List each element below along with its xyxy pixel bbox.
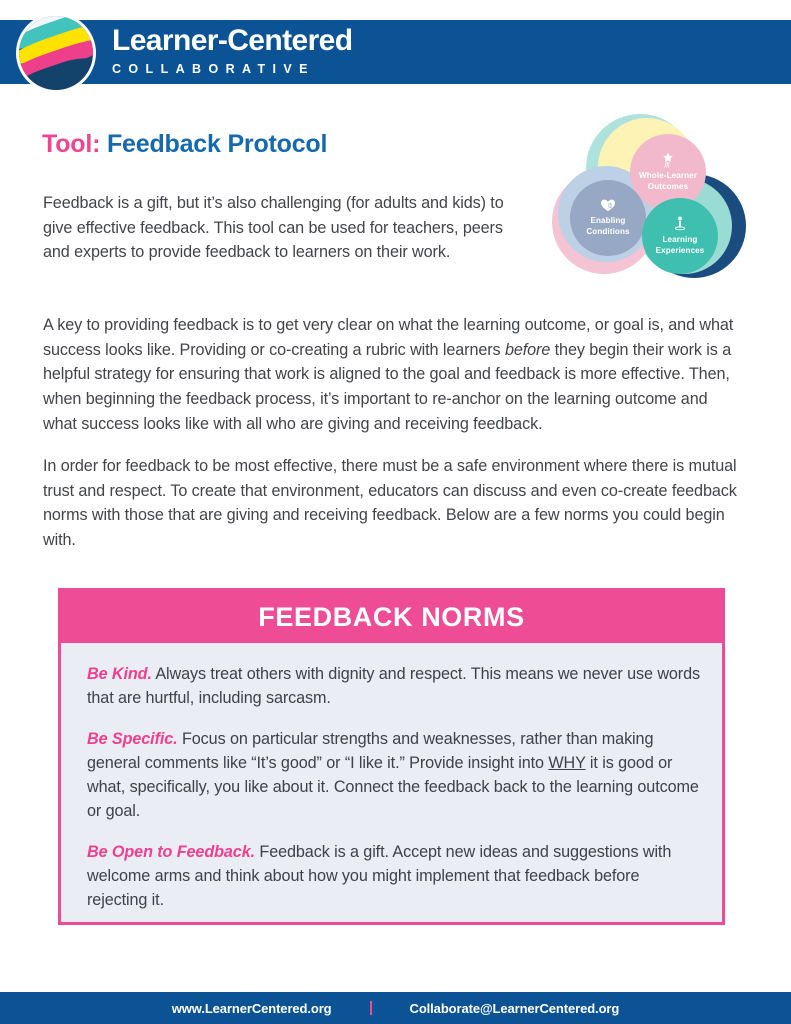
diagram-bubble-enabling-conditions	[570, 180, 646, 256]
feedback-norms-card	[58, 588, 725, 925]
norm-text: Always treat others with dignity and respect. This means we never use words that are hurtful, including sarcasm.	[87, 665, 700, 708]
logo-sphere	[19, 16, 93, 90]
page-title-main: Feedback Protocol	[106, 130, 328, 158]
rubric-paragraph-emphasis: before	[504, 340, 551, 359]
page-title-kicker: Tool:	[42, 130, 101, 158]
norm-text: Focus on particular strengths and weaknesses, rather than making general comments like “It’s good” or “I like it.” Provide insight into	[87, 729, 654, 772]
norm-item	[87, 727, 700, 824]
diagram-bubble-label: Whole-Learner Outcomes	[639, 170, 697, 191]
footer-email-link[interactable]: Collaborate@LearnerCentered.org	[409, 1000, 620, 1016]
brand-logo-icon	[16, 13, 96, 93]
learner-centered-framework-diagram	[548, 112, 746, 284]
brand-tagline: COLLABORATIVE	[112, 62, 315, 76]
norm-item	[87, 662, 700, 711]
norm-text-continued: it is good or what, specifically, you like about it. Connect the feedback back to the learning outcome or goal.	[87, 753, 699, 821]
diagram-bubble-whole-learner-outcomes	[630, 134, 706, 210]
feedback-norms-title: FEEDBACK NORMS	[258, 601, 525, 632]
norm-text: Feedback is a gift. Accept new ideas and suggestions with welcome arms and think about how you might implement that feedback before rejecting it.	[87, 842, 672, 910]
norm-lead: Be Specific.	[87, 729, 178, 748]
norm-lead: Be Open to Feedback.	[87, 842, 256, 861]
rubric-paragraph-part-1: A key to providing feedback is to get very clear on what the learning outcome, or goal is, and what success looks like. Providing or co-creating a rubric with learners	[43, 316, 734, 359]
footer-separator	[370, 1001, 372, 1015]
diagram-bubble-label: Learning Experiences	[655, 234, 705, 255]
norm-text-underlined: WHY	[548, 753, 586, 772]
diagram-bubble-learning-experiences	[642, 198, 718, 274]
diagram-bubble-label: Enabling Conditions	[586, 216, 630, 236]
intro-paragraph: Feedback is a gift, but it’s also challenging (for adults and kids) to give effective feedback. This tool can be used for teachers, peers and experts to provide feedback to learners on their work.	[43, 194, 504, 262]
footer-bar	[0, 992, 791, 1024]
page-title	[42, 130, 327, 159]
brand-name: Learner-Centered	[112, 24, 353, 57]
rubric-paragraph	[43, 313, 740, 436]
rubric-paragraph-part-2: they begin their work is a helpful strategy for ensuring that work is aligned to the goal and feedback is more effective. Then, when beginning the feedback process, it’s important to re-anchor on the learning outcome and what success looks like with all who are giving and receiving feedback.	[43, 340, 732, 433]
norm-lead: Be Kind.	[87, 665, 152, 683]
brand-wordmark	[112, 26, 352, 76]
safe-environment-paragraph: In order for feedback to be most effective, there must be a safe environment where there is mutual trust and respect. To create that environment, educators can discuss and even co-create feedback norms with those that are giving and receiving feedback. Below are a few norms you could begin with.	[43, 457, 737, 549]
feedback-norms-body	[61, 643, 722, 913]
shooting-star-icon	[661, 152, 675, 168]
person-icon	[673, 216, 687, 232]
heart-hand-icon	[600, 198, 616, 213]
norm-item	[87, 840, 700, 913]
footer-website-link[interactable]: www.LearnerCentered.org	[171, 1000, 332, 1016]
feedback-norms-header	[61, 591, 722, 643]
